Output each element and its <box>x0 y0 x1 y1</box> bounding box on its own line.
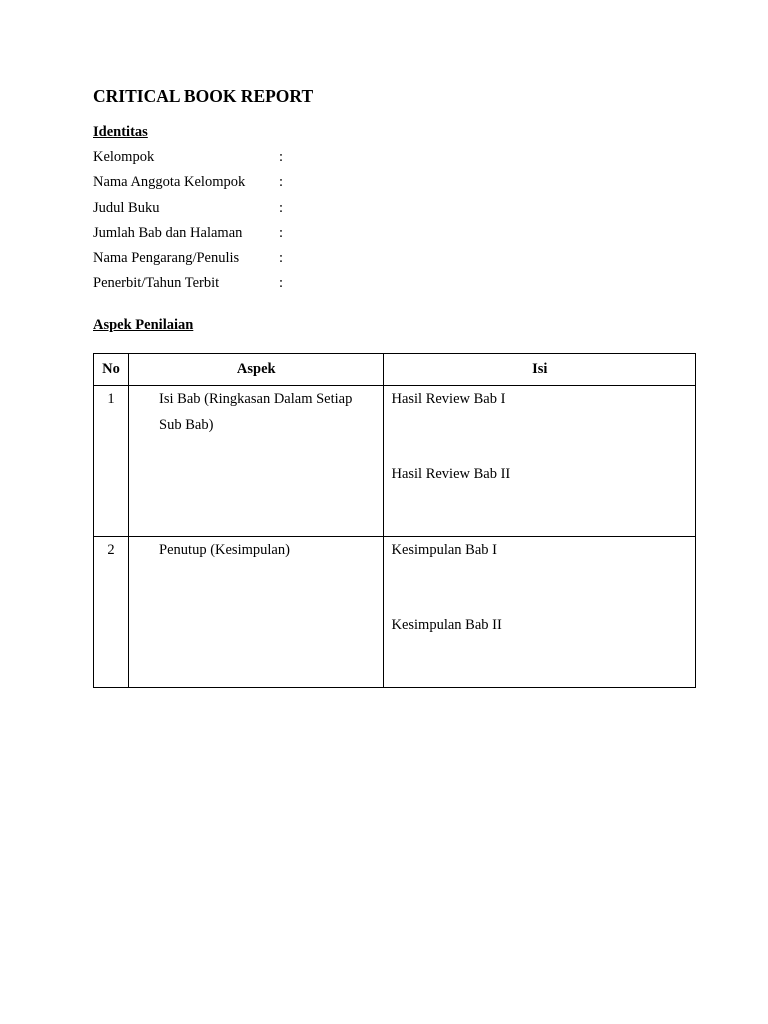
row-number: 1 <box>107 391 115 407</box>
aspect-cell <box>129 537 384 688</box>
aspect-text: Penutup (Kesimpulan) <box>159 542 290 558</box>
identity-label: Jumlah Bab dan Halaman <box>93 224 243 241</box>
content-cell <box>384 386 696 537</box>
identity-heading: Identitas <box>93 124 148 140</box>
row-number-cell <box>94 386 129 537</box>
row-number: 2 <box>107 542 115 558</box>
content-item: Kesimpulan Bab II <box>391 617 502 633</box>
column-header-aspek: Aspek <box>129 354 384 386</box>
row-number-cell <box>94 537 129 688</box>
column-header-isi: Isi <box>384 354 696 386</box>
content-cell <box>384 537 696 688</box>
aspect-text: Isi Bab (Ringkasan Dalam Setiap Sub Bab) <box>159 391 353 433</box>
assessment-heading: Aspek Penilaian <box>93 317 194 333</box>
identity-label: Kelompok <box>93 149 155 165</box>
table-header-row <box>94 354 696 386</box>
identity-separator: : <box>279 149 284 165</box>
table-row <box>94 386 696 537</box>
document-title: CRITICAL BOOK REPORT <box>93 86 314 106</box>
identity-separator: : <box>279 224 284 241</box>
identity-label: Penerbit/Tahun Terbit <box>93 275 220 292</box>
aspect-cell <box>129 386 384 537</box>
content-item: Hasil Review Bab I <box>391 391 506 407</box>
content-item: Kesimpulan Bab I <box>391 542 497 558</box>
identity-label: Nama Pengarang/Penulis <box>93 250 240 267</box>
content-item: Hasil Review Bab II <box>391 466 511 482</box>
identity-separator: : <box>279 199 284 216</box>
identity-label: Nama Anggota Kelompok <box>93 174 246 191</box>
column-header-no: No <box>94 354 129 386</box>
identity-separator: : <box>279 275 284 292</box>
table-row <box>94 537 696 688</box>
identity-separator: : <box>279 250 284 267</box>
identity-label: Judul Buku <box>93 199 160 216</box>
identity-separator: : <box>279 174 284 191</box>
assessment-table <box>93 353 696 688</box>
